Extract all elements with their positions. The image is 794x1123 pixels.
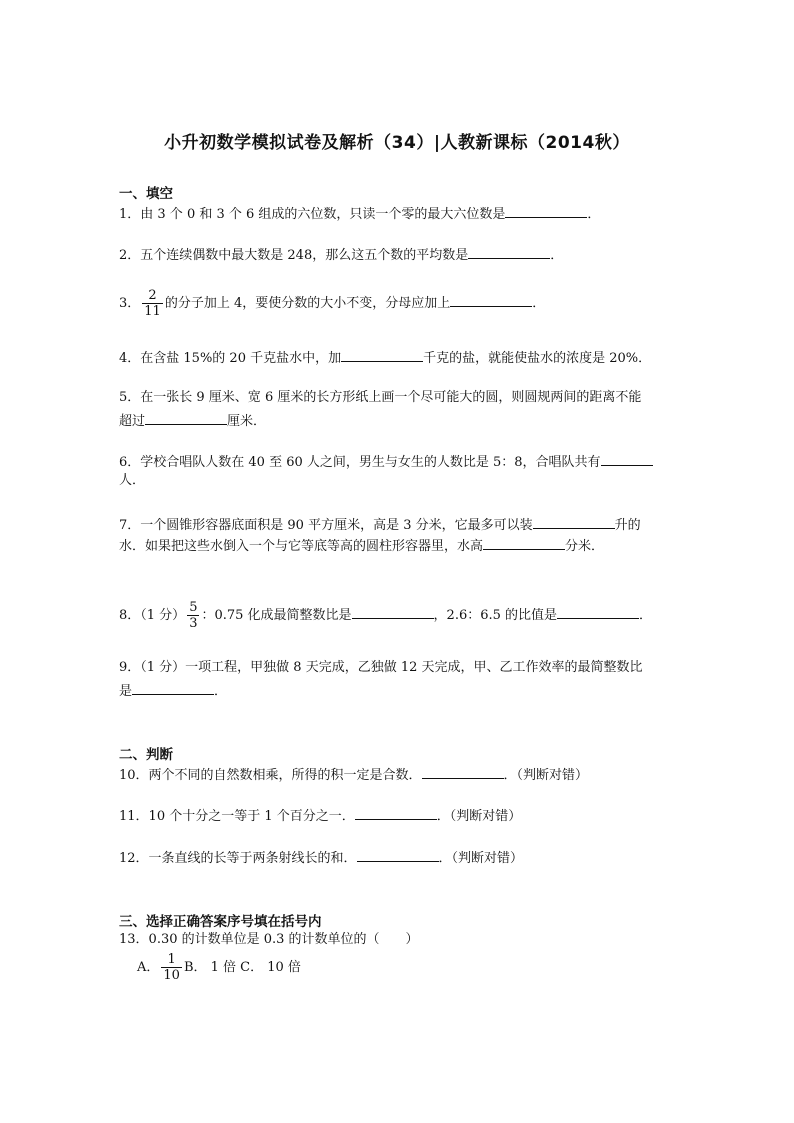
q1-answer-blank[interactable] (505, 203, 587, 218)
q8-answer-blank-1[interactable] (352, 604, 434, 619)
question-12 (119, 847, 523, 868)
question-6-line-2: 人． (119, 473, 146, 488)
q12-end: ．（判断对错） (438, 851, 524, 866)
q3-end: ． (532, 296, 546, 311)
question-9-line-1: 9．（1 分）一项工程，甲独做 8 天完成，乙独做 12 天完成，甲、乙工作效率的最简整数比 (119, 660, 643, 675)
q13-options-rest[interactable]: B． 1 倍 C． 10 倍 (183, 960, 301, 975)
section-true-false: 二、判断 (119, 747, 173, 763)
question-5-line-2 (119, 410, 266, 431)
q2-end: ． (550, 248, 564, 263)
q8-answer-blank-2[interactable] (557, 604, 639, 619)
q7-text-2: 升的 (614, 518, 641, 533)
q8-end: ． (639, 608, 653, 623)
question-7-line-1 (119, 514, 641, 535)
q8-fraction (187, 600, 199, 631)
q1-end: ． (587, 207, 601, 222)
q8-text-2: ，2.6：6.5 的比值是 (433, 608, 558, 623)
q3-denominator: 11 (144, 304, 161, 319)
question-9-line-2 (119, 680, 227, 701)
q2-text: 2．五个连续偶数中最大数是 248，那么这五个数的平均数是 (119, 248, 469, 263)
q6-answer-blank[interactable] (601, 451, 653, 466)
q13-option-a[interactable]: A． (137, 960, 160, 975)
question-2 (119, 244, 563, 265)
q4-answer-blank[interactable] (341, 347, 423, 362)
q5-text: 超过 (119, 414, 146, 429)
section-multiple-choice: 三、选择正确答案序号填在括号内 (119, 914, 322, 930)
q7-answer-blank-1[interactable] (533, 514, 615, 529)
question-13: 13．0.30 的计数单位是 0.3 的计数单位的（ ） (119, 932, 419, 947)
q9-text: 是 (119, 684, 133, 699)
q7-text-1: 7．一个圆锥形容器底面积是 90 平方厘米，高是 3 分米，它最多可以装 (119, 518, 533, 533)
q13-numerator: 1 (161, 952, 182, 968)
q3-fraction (142, 288, 163, 319)
q8-number: 8．（1 分） (119, 608, 186, 623)
q3-text: 的分子加上 4，要使分数的大小不变，分母应加上 (164, 296, 451, 311)
q7-text-3: 水．如果把这些水倒入一个与它等底等高的圆柱形容器里，水高 (119, 539, 484, 554)
q11-end: ．（判断对错） (436, 809, 522, 824)
q12-answer-blank[interactable] (357, 847, 439, 862)
question-7-line-2 (119, 535, 604, 556)
question-8 (119, 598, 652, 634)
q8-text-1: ：0.75 化成最简整数比是 (201, 608, 352, 623)
q3-number: 3． (119, 296, 141, 311)
question-13-options (137, 950, 301, 986)
q13-fraction (161, 952, 182, 983)
q8-numerator: 5 (189, 600, 198, 615)
question-11 (119, 805, 521, 826)
q5-end: 厘米． (227, 414, 267, 429)
page-title: 小升初数学模拟试卷及解析（34）|人教新课标（2014秋） (164, 133, 630, 153)
question-1 (119, 203, 600, 224)
q10-text: 10．两个不同的自然数相乘，所得的积一定是合数． (119, 768, 422, 783)
section-fill-in: 一、填空 (119, 186, 173, 202)
q4-text: 4．在含盐 15%的 20 千克盐水中，加 (119, 351, 342, 366)
q10-answer-blank[interactable] (422, 764, 504, 779)
q4-end: 千克的盐，就能使盐水的浓度是 20%． (423, 351, 652, 366)
q12-text: 12．一条直线的长等于两条射线长的和． (119, 851, 357, 866)
question-10 (119, 764, 588, 785)
q10-end: ．（判断对错） (503, 768, 589, 783)
q11-text: 11．10 个十分之一等于 1 个百分之一． (119, 809, 355, 824)
q2-answer-blank[interactable] (468, 244, 550, 259)
q3-numerator: 2 (142, 288, 163, 304)
question-3 (119, 286, 545, 322)
question-6-line-1 (119, 451, 653, 472)
q7-answer-blank-2[interactable] (483, 535, 565, 550)
q5-answer-blank[interactable] (145, 410, 227, 425)
q9-end: ． (214, 684, 228, 699)
q13-denominator: 10 (163, 968, 180, 983)
q3-answer-blank[interactable] (450, 292, 532, 307)
q9-answer-blank[interactable] (132, 680, 214, 695)
q7-text-4: 分米． (565, 539, 605, 554)
q11-answer-blank[interactable] (355, 805, 437, 820)
q1-text: 1．由 3 个 0 和 3 个 6 组成的六位数，只读一个零的最大六位数是 (119, 207, 506, 222)
q6-text: 6．学校合唱队人数在 40 至 60 人之间，男生与女生的人数比是 5：8，合唱队共有 (119, 455, 601, 470)
question-4 (119, 347, 651, 368)
question-5-line-1: 5．在一张长 9 厘米、宽 6 厘米的长方形纸上画一个尽可能大的圆，则圆规两间的距离不能 (119, 390, 642, 405)
q8-denominator: 3 (189, 616, 198, 631)
